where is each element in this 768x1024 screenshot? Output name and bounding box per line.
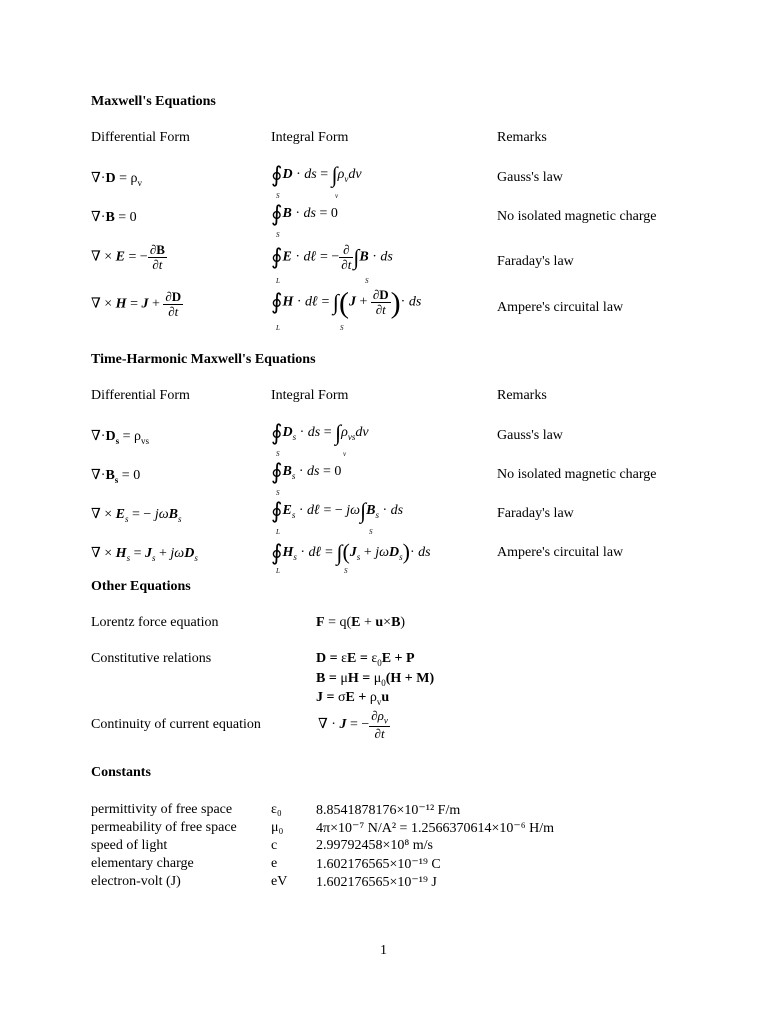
section-title-maxwell: Maxwell's Equations: [91, 94, 216, 109]
const-symbol: ε₀: [271, 802, 282, 817]
const-value: 8.8541878176×10⁻¹² F/m: [316, 803, 461, 818]
remark-faraday: Faraday's law: [497, 254, 574, 269]
remark-th-no-mag: No isolated magnetic charge: [497, 467, 657, 482]
eq-faraday-diff: ∇ × E = − $\frac{\partial B}{\partial t}$: [91, 242, 165, 272]
const-value: 2.99792458×10⁸ m/s: [316, 838, 434, 853]
const-name: speed of light: [91, 838, 168, 853]
eq-lorentz: F = q(E + u×B): [316, 615, 406, 630]
remark-gauss: Gauss's law: [497, 170, 563, 185]
eq-gauss-int: ∮D · ds = $\int\rho_vdv$ S v: [271, 162, 362, 200]
header-integral: Integral Form: [271, 130, 349, 145]
eq-divb-int: ∮B · ds = 0 S: [271, 201, 338, 239]
header-differential-2: Differential Form: [91, 388, 190, 403]
remark-th-faraday: Faraday's law: [497, 506, 574, 521]
constitutive-label: Constitutive relations: [91, 651, 212, 666]
page-number: 1: [380, 943, 387, 958]
const-name: permeability of free space: [91, 820, 237, 835]
const-symbol: μ₀: [271, 820, 284, 835]
remark-no-mag: No isolated magnetic charge: [497, 209, 657, 224]
const-name: elementary charge: [91, 856, 194, 871]
const-value: 1.602176565×10⁻¹⁹ C: [316, 857, 441, 872]
eq-th-faraday-diff: ∇ × $E_s$ = − jωB$_s$: [91, 507, 182, 524]
eq-th-gauss-int: $∮D_s$ · ds = $\int\rho_{vs}dv$ S v: [271, 420, 369, 458]
eq-th-divb-int: $∮B_s$ · ds = 0 S: [271, 459, 342, 497]
header-integral-2: Integral Form: [271, 388, 349, 403]
remark-th-ampere: Ampere's circuital law: [497, 545, 624, 560]
const-value: 1.602176565×10⁻¹⁹ J: [316, 875, 437, 890]
eq-ampere-int: ∮H · dℓ = ∫(J + $\frac{\partial D}{\partial t}$ )· ds L S: [271, 286, 422, 332]
section-title-constants: Constants: [91, 765, 151, 780]
remark-th-gauss: Gauss's law: [497, 428, 563, 443]
eq-constitutive-j: $J = \sigma E + \rho_vu$: [316, 690, 390, 707]
const-symbol: c: [271, 838, 278, 853]
eq-th-gauss-diff: $\nabla\cdot D_s = \rho_{vs}$: [91, 429, 149, 446]
eq-divb-diff: ∇·B = 0: [91, 210, 137, 225]
eq-gauss-diff: $\nabla\cdot D = \rho_v$: [91, 171, 142, 188]
const-value: 4π×10⁻⁷ N/A² = 1.2566370614×10⁻⁶ H/m: [316, 821, 554, 836]
const-name: electron-volt (J): [91, 874, 181, 889]
eq-th-divb-diff: $\nabla\cdot B_s = 0$: [91, 468, 141, 485]
eq-continuity: ∇ · J = − $\frac{\partial\rho_v}{\partial t}$: [318, 708, 388, 742]
remark-ampere: Ampere's circuital law: [497, 300, 624, 315]
lorentz-label: Lorentz force equation: [91, 615, 219, 630]
eq-faraday-int: ∮E · dℓ = − $\frac{\partial}{\partial t}$ ∫B · ds L S: [271, 242, 393, 285]
const-symbol: eV: [271, 874, 288, 889]
section-title-time-harmonic: Time-Harmonic Maxwell's Equations: [91, 352, 316, 367]
eq-th-faraday-int: $∮E_s$ · dℓ = − $j\omega\int B_s$ · ds L S: [271, 498, 404, 536]
continuity-label: Continuity of current equation: [91, 717, 261, 732]
section-title-other: Other Equations: [91, 579, 191, 594]
header-remarks-2: Remarks: [497, 388, 547, 403]
eq-constitutive-d: $D = \varepsilon E = \varepsilon_0E + P$: [316, 651, 415, 668]
eq-constitutive-b: $B = \mu H = \mu_0(H + M)$: [316, 671, 435, 688]
const-symbol: e: [271, 856, 278, 871]
header-differential: Differential Form: [91, 130, 190, 145]
const-name: permittivity of free space: [91, 802, 233, 817]
eq-th-ampere-int: $∮H_s$ · dℓ = $\int(J_s + j\omega D_s)\cdot$ ds L S: [271, 539, 431, 575]
eq-ampere-diff: ∇ × H = J + $\frac{\partial D}{\partial t}$: [91, 289, 182, 319]
header-remarks: Remarks: [497, 130, 547, 145]
eq-th-ampere-diff: ∇ × $H_s = J_s + j\omega D_s$: [91, 546, 198, 563]
